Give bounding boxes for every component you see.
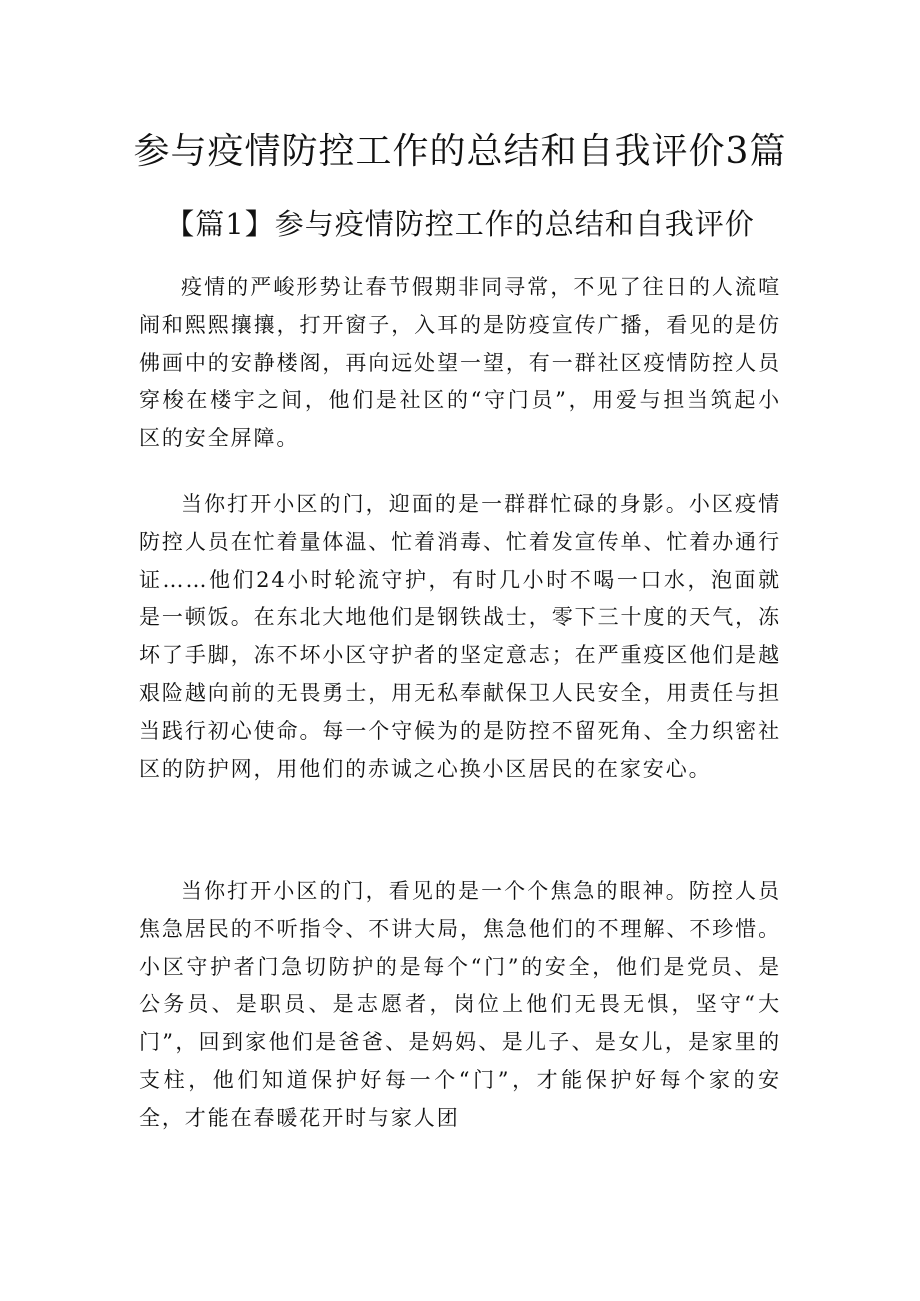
body-paragraph-3: 当你打开小区的门，看见的是一个个焦急的眼神。防控人员焦急居民的不听指令、不讲大局，焦急他们的不理解、不珍惜。小区守护者门急切防护的是每个“门”的安全，他们是党员、是公务员、是职员、是志愿者，岗位上他们无畏无惧，坚守“大门”，回到家他们是爸爸、是妈妈、是儿子、是女儿，是家里的支柱，他们知道保护好每一个“门”，才能保护好每个家的安全，才能在春暖花开时与家人团	[139, 879, 781, 1130]
body-paragraph-1: 疫情的严峻形势让春节假期非同寻常，不见了往日的人流喧闹和熙熙攘攘，打开窗子，入耳的是防疫宣传广播，看见的是仿佛画中的安静楼阁，再向远处望一望，有一群社区疫情防控人员穿梭在楼宇之间，他们是社区的“守门员”，用爱与担当筑起小区的安全屏障。	[139, 275, 781, 451]
document-title: 参与疫情防控工作的总结和自我评价3篇	[133, 131, 787, 172]
section-heading: 【篇1】参与疫情防控工作的总结和自我评价	[165, 207, 755, 241]
body-paragraph-2: 当你打开小区的门，迎面的是一群群忙碌的身影。小区疫情防控人员在忙着量体温、忙着消毒、忙着发宣传单、忙着办通行证……他们24小时轮流守护，有时几小时不喝一口水，泡面就是一顿饭。在东北大地他们是钢铁战士，零下三十度的天气，冻坏了手脚，冻不坏小区守护者的坚定意志；在严重疫区他们是越艰险越向前的无畏勇士，用无私奉献保卫人民安全，用责任与担当践行初心使命。每一个守候为的是防控不留死角、全力织密社区的防护网，用他们的赤诚之心换小区居民的在家安心。	[139, 492, 781, 781]
